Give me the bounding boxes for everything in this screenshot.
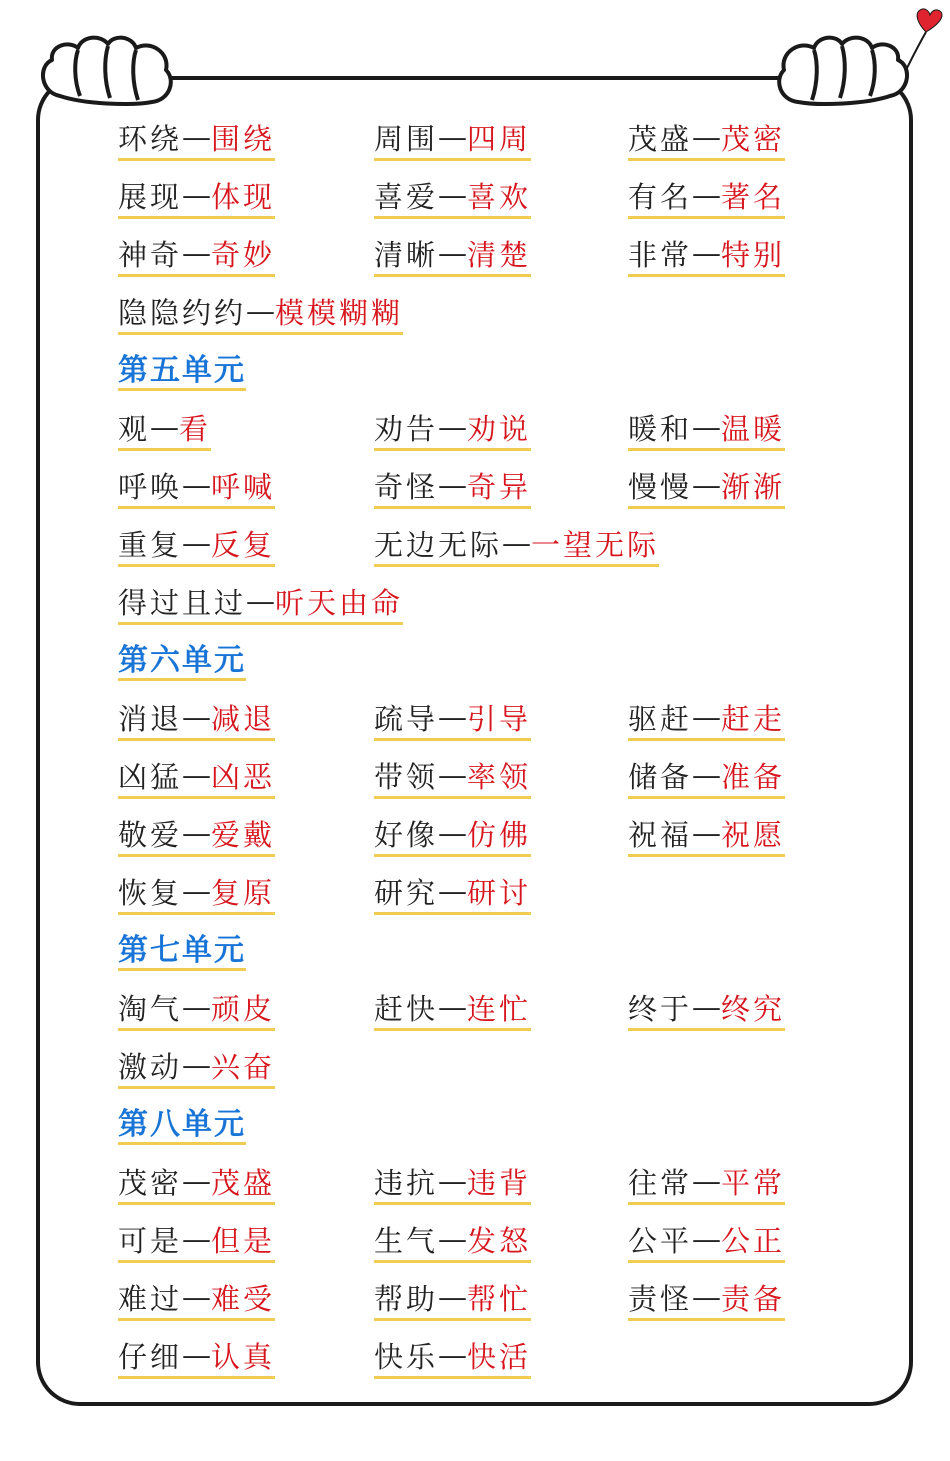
synonym-word: 公正 — [721, 1223, 786, 1258]
synonym-pair — [374, 812, 531, 857]
word: 喜爱 — [374, 179, 439, 214]
word: 激动 — [118, 1049, 183, 1084]
dash-separator: — — [692, 178, 722, 212]
word: 责怪 — [628, 1281, 693, 1316]
synonym-word: 凶恶 — [211, 759, 276, 794]
word: 清晰 — [374, 237, 439, 272]
synonym-pair — [118, 174, 275, 219]
synonym-word: 奇异 — [467, 469, 532, 504]
synonym-pair — [628, 1218, 785, 1263]
synonym-pair — [118, 1276, 275, 1321]
synonym-word: 兴奋 — [211, 1049, 276, 1084]
synonym-word: 一望无际 — [531, 527, 660, 562]
dash-separator: — — [182, 1164, 212, 1198]
word: 有名 — [628, 179, 693, 214]
synonym-pair — [118, 1160, 275, 1205]
synonym-word: 帮忙 — [467, 1281, 532, 1316]
word: 可是 — [118, 1223, 183, 1258]
dash-separator: — — [438, 1280, 468, 1314]
word: 暖和 — [628, 411, 693, 446]
dash-separator: — — [246, 294, 276, 328]
synonym-word: 四周 — [467, 121, 532, 156]
synonym-word: 体现 — [211, 179, 276, 214]
unit-title: 第八单元 — [118, 1100, 246, 1145]
word: 茂密 — [118, 1165, 183, 1200]
synonym-pair — [118, 754, 275, 799]
dash-separator: — — [182, 526, 212, 560]
synonym-word: 快活 — [467, 1339, 532, 1374]
synonym-row — [118, 866, 818, 924]
synonym-pair — [118, 812, 275, 857]
dash-separator: — — [150, 410, 180, 444]
word: 凶猛 — [118, 759, 183, 794]
dash-separator: — — [182, 816, 212, 850]
synonym-pair — [118, 580, 403, 625]
synonym-word: 但是 — [211, 1223, 276, 1258]
synonym-word: 顽皮 — [211, 991, 276, 1026]
synonym-pair — [118, 1044, 275, 1089]
synonym-word: 违背 — [467, 1165, 532, 1200]
synonym-pair — [118, 696, 275, 741]
dash-separator: — — [438, 990, 468, 1024]
synonym-pair — [118, 232, 275, 277]
synonym-pair — [118, 522, 275, 567]
word: 好像 — [374, 817, 439, 852]
word: 慢慢 — [628, 469, 693, 504]
synonym-pair — [628, 464, 785, 509]
unit-title: 第五单元 — [118, 346, 246, 391]
synonym-row — [118, 460, 818, 518]
dash-separator: — — [438, 468, 468, 502]
word: 生气 — [374, 1223, 439, 1258]
dash-separator: — — [692, 468, 722, 502]
word: 非常 — [628, 237, 693, 272]
synonym-row — [118, 1040, 818, 1098]
synonym-row — [118, 692, 818, 750]
dash-separator: — — [438, 816, 468, 850]
synonym-pair — [374, 464, 531, 509]
word: 消退 — [118, 701, 183, 736]
synonym-row — [118, 982, 818, 1040]
synonym-word: 反复 — [211, 527, 276, 562]
dash-separator: — — [438, 700, 468, 734]
unit-heading-row — [118, 634, 818, 692]
synonym-row — [118, 112, 818, 170]
synonym-word: 爱戴 — [211, 817, 276, 852]
dash-separator: — — [182, 1048, 212, 1082]
dash-separator: — — [502, 526, 532, 560]
dash-separator: — — [182, 758, 212, 792]
synonym-row — [118, 1156, 818, 1214]
synonym-pair — [118, 1218, 275, 1263]
unit-heading-row — [118, 1098, 818, 1156]
dash-separator: — — [438, 178, 468, 212]
unit-title: 第七单元 — [118, 926, 246, 971]
word: 展现 — [118, 179, 183, 214]
synonym-row — [118, 1214, 818, 1272]
word: 周围 — [374, 121, 439, 156]
word: 观 — [118, 411, 151, 446]
synonym-row — [118, 750, 818, 808]
word: 茂盛 — [628, 121, 693, 156]
synonym-pair — [628, 116, 785, 161]
dash-separator: — — [692, 816, 722, 850]
dash-separator: — — [438, 758, 468, 792]
synonym-pair — [118, 986, 275, 1031]
word: 帮助 — [374, 1281, 439, 1316]
dash-separator: — — [692, 758, 722, 792]
synonym-word: 茂密 — [721, 121, 786, 156]
word: 仔细 — [118, 1339, 183, 1374]
synonym-word: 平常 — [721, 1165, 786, 1200]
dash-separator: — — [246, 584, 276, 618]
synonym-row — [118, 576, 818, 634]
synonym-pair — [374, 232, 531, 277]
synonym-word: 呼喊 — [211, 469, 276, 504]
dash-separator: — — [438, 1338, 468, 1372]
unit-heading-row — [118, 344, 818, 402]
synonym-pair — [628, 696, 785, 741]
word: 难过 — [118, 1281, 183, 1316]
synonym-row — [118, 402, 818, 460]
word: 快乐 — [374, 1339, 439, 1374]
synonym-pair — [374, 406, 531, 451]
synonym-pair — [374, 870, 531, 915]
synonym-word: 减退 — [211, 701, 276, 736]
synonym-word: 连忙 — [467, 991, 532, 1026]
word: 恢复 — [118, 875, 183, 910]
synonym-row — [118, 1272, 818, 1330]
synonym-row — [118, 228, 818, 286]
word: 淘气 — [118, 991, 183, 1026]
synonym-word: 茂盛 — [211, 1165, 276, 1200]
dash-separator: — — [438, 410, 468, 444]
dash-separator: — — [182, 120, 212, 154]
dash-separator: — — [182, 1280, 212, 1314]
synonym-pair — [628, 986, 785, 1031]
synonym-pair — [374, 1334, 531, 1379]
synonym-pair — [118, 406, 211, 451]
synonym-list — [118, 112, 818, 1388]
synonym-word: 难受 — [211, 1281, 276, 1316]
dash-separator: — — [438, 1164, 468, 1198]
synonym-word: 看 — [179, 411, 212, 446]
synonym-word: 渐渐 — [721, 469, 786, 504]
word: 研究 — [374, 875, 439, 910]
synonym-row — [118, 286, 818, 344]
dash-separator: — — [438, 120, 468, 154]
synonym-word: 听天由命 — [275, 585, 404, 620]
dash-separator: — — [438, 1222, 468, 1256]
dash-separator: — — [438, 874, 468, 908]
word: 呼唤 — [118, 469, 183, 504]
word: 环绕 — [118, 121, 183, 156]
synonym-pair — [628, 406, 785, 451]
dash-separator: — — [182, 1222, 212, 1256]
word: 重复 — [118, 527, 183, 562]
dash-separator: — — [182, 990, 212, 1024]
dash-separator: — — [692, 1222, 722, 1256]
synonym-row — [118, 518, 818, 576]
dash-separator: — — [692, 1280, 722, 1314]
word: 敬爱 — [118, 817, 183, 852]
synonym-word: 赶走 — [721, 701, 786, 736]
synonym-word: 奇妙 — [211, 237, 276, 272]
synonym-word: 劝说 — [467, 411, 532, 446]
synonym-word: 喜欢 — [467, 179, 532, 214]
dash-separator: — — [182, 700, 212, 734]
synonym-pair — [374, 174, 531, 219]
dash-separator: — — [182, 874, 212, 908]
synonym-pair — [374, 696, 531, 741]
word: 得过且过 — [118, 585, 247, 620]
synonym-pair — [118, 1334, 275, 1379]
synonym-row — [118, 1330, 818, 1388]
synonym-pair — [118, 116, 275, 161]
synonym-word: 清楚 — [467, 237, 532, 272]
dash-separator: — — [182, 178, 212, 212]
synonym-word: 准备 — [721, 759, 786, 794]
word: 往常 — [628, 1165, 693, 1200]
word: 储备 — [628, 759, 693, 794]
synonym-word: 仿佛 — [467, 817, 532, 852]
synonym-pair — [374, 1218, 531, 1263]
synonym-word: 责备 — [721, 1281, 786, 1316]
dash-separator: — — [438, 236, 468, 270]
unit-title: 第六单元 — [118, 636, 246, 681]
dash-separator: — — [182, 468, 212, 502]
synonym-word: 终究 — [721, 991, 786, 1026]
word: 驱赶 — [628, 701, 693, 736]
synonym-pair — [118, 290, 403, 335]
word: 奇怪 — [374, 469, 439, 504]
synonym-pair — [118, 464, 275, 509]
synonym-pair — [374, 116, 531, 161]
synonym-word: 复原 — [211, 875, 276, 910]
synonym-pair — [628, 1160, 785, 1205]
word: 无边无际 — [374, 527, 503, 562]
synonym-pair — [374, 1160, 531, 1205]
dash-separator: — — [692, 1164, 722, 1198]
dash-separator: — — [692, 236, 722, 270]
synonym-word: 祝愿 — [721, 817, 786, 852]
synonym-pair — [628, 754, 785, 799]
dash-separator: — — [692, 120, 722, 154]
word: 违抗 — [374, 1165, 439, 1200]
synonym-word: 研讨 — [467, 875, 532, 910]
synonym-pair — [374, 522, 659, 567]
dash-separator: — — [692, 700, 722, 734]
dash-separator: — — [182, 1338, 212, 1372]
heart-icon — [917, 9, 942, 32]
synonym-pair — [628, 232, 785, 277]
word: 赶快 — [374, 991, 439, 1026]
synonym-row — [118, 808, 818, 866]
synonym-row — [118, 170, 818, 228]
synonym-pair — [628, 812, 785, 857]
synonym-word: 特别 — [721, 237, 786, 272]
word: 神奇 — [118, 237, 183, 272]
dash-separator: — — [692, 410, 722, 444]
synonym-pair — [374, 1276, 531, 1321]
word: 带领 — [374, 759, 439, 794]
synonym-word: 著名 — [721, 179, 786, 214]
word: 祝福 — [628, 817, 693, 852]
synonym-word: 率领 — [467, 759, 532, 794]
word: 隐隐约约 — [118, 295, 247, 330]
synonym-pair — [374, 754, 531, 799]
synonym-word: 围绕 — [211, 121, 276, 156]
synonym-word: 发怒 — [467, 1223, 532, 1258]
synonym-word: 温暖 — [721, 411, 786, 446]
synonym-word: 模模糊糊 — [275, 295, 404, 330]
synonym-word: 引导 — [467, 701, 532, 736]
synonym-pair — [628, 174, 785, 219]
word: 疏导 — [374, 701, 439, 736]
word: 劝告 — [374, 411, 439, 446]
synonym-pair — [628, 1276, 785, 1321]
word: 公平 — [628, 1223, 693, 1258]
synonym-pair — [118, 870, 275, 915]
unit-heading-row — [118, 924, 818, 982]
dash-separator: — — [692, 990, 722, 1024]
synonym-word: 认真 — [211, 1339, 276, 1374]
word: 终于 — [628, 991, 693, 1026]
synonym-pair — [374, 986, 531, 1031]
dash-separator: — — [182, 236, 212, 270]
